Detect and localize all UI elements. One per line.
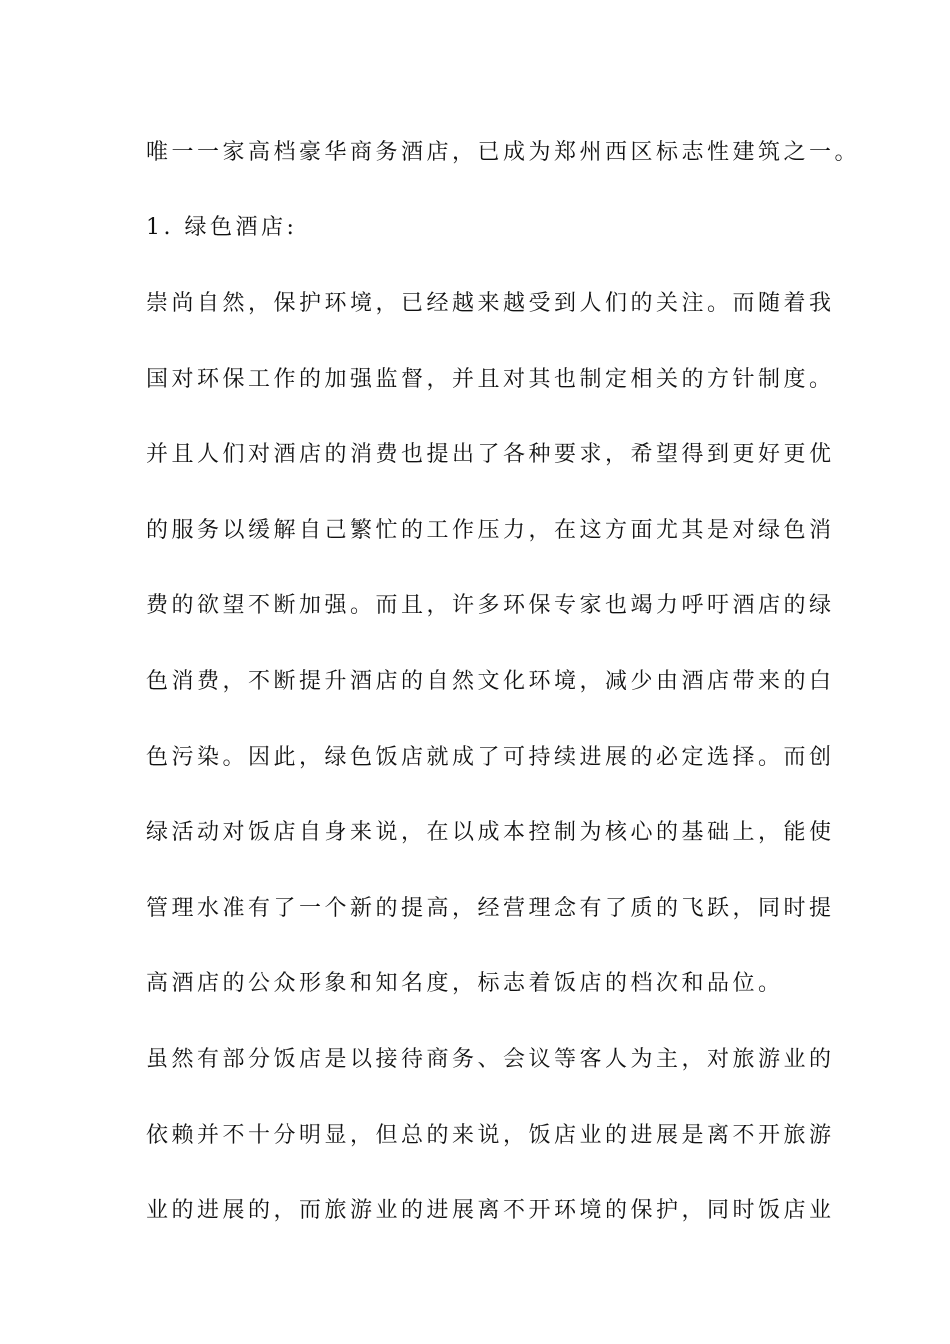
paragraph-line: 依赖并不十分明显，但总的来说，饭店业的进展是离不开旅游 bbox=[146, 1123, 835, 1148]
paragraph-line: 高酒店的公众形象和知名度，标志着饭店的档次和品位。 bbox=[146, 971, 784, 996]
paragraph-line: 虽然有部分饭店是以接待商务、会议等客人为主，对旅游业的 bbox=[146, 1047, 835, 1072]
paragraph-line: 费的欲望不断加强。而且，许多环保专家也竭力呼吁酒店的绿 bbox=[146, 593, 835, 618]
paragraph-line: 色污染。因此，绿色饭店就成了可持续进展的必定选择。而创 bbox=[146, 745, 835, 770]
paragraph-line: 业的进展的，而旅游业的进展离不开环境的保护，同时饭店业 bbox=[146, 1198, 835, 1223]
paragraph-line: 崇尚自然，保护环境，已经越来越受到人们的关注。而随着我 bbox=[146, 291, 835, 316]
paragraph-line: 并且人们对酒店的消费也提出了各种要求，希望得到更好更优 bbox=[146, 442, 835, 467]
paragraph-line: 国对环保工作的加强监督，并且对其也制定相关的方针制度。 bbox=[146, 367, 835, 392]
paragraph-line: 管理水准有了一个新的提高，经营理念有了质的飞跃，同时提 bbox=[146, 896, 835, 921]
paragraph-line: 绿活动对饭店自身来说，在以成本控制为核心的基础上，能使 bbox=[146, 820, 835, 845]
section-heading: 1. 绿色酒店: bbox=[146, 215, 298, 240]
paragraph-line: 唯一一家高档豪华商务酒店，已成为郑州西区标志性建筑之一。 bbox=[146, 140, 861, 165]
paragraph-line: 的服务以缓解自己繁忙的工作压力，在这方面尤其是对绿色消 bbox=[146, 518, 835, 543]
paragraph-line: 色消费，不断提升酒店的自然文化环境，减少由酒店带来的白 bbox=[146, 669, 835, 694]
